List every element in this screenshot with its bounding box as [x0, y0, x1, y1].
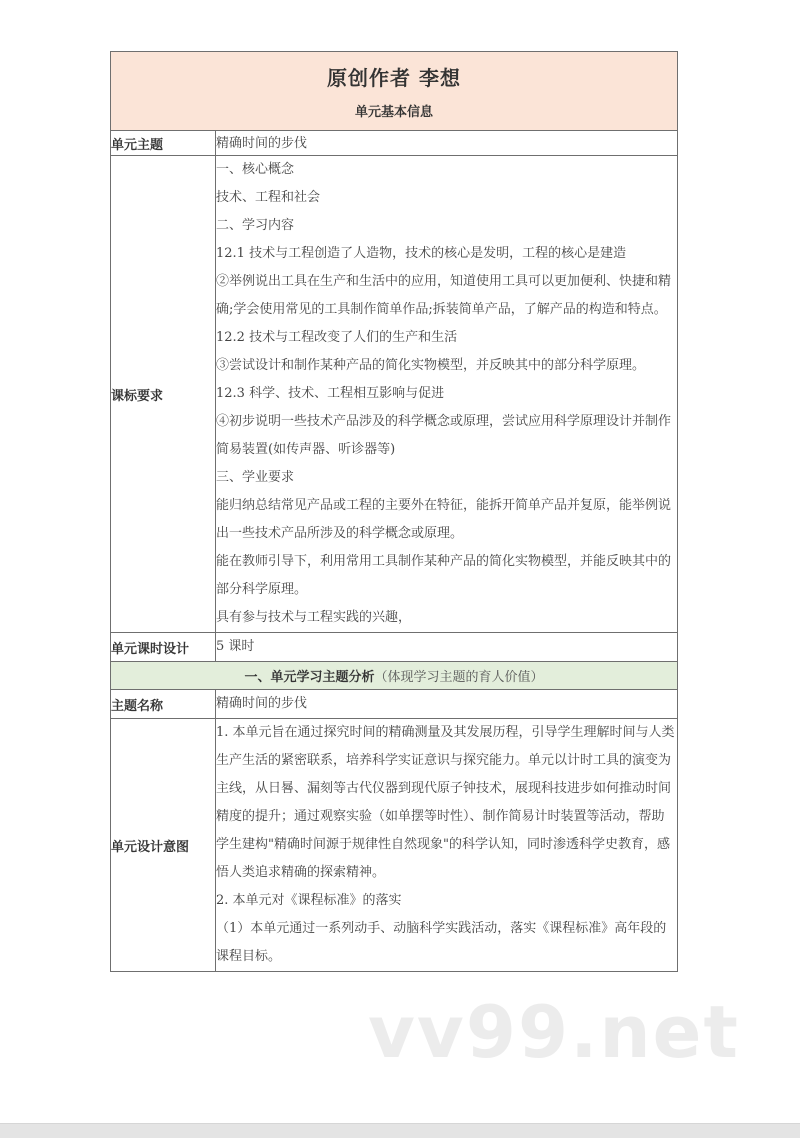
label-design-intent: 单元设计意图	[111, 719, 216, 972]
label-hours: 单元课时设计	[111, 633, 216, 662]
row-hours	[111, 633, 678, 662]
document-title: 原创作者 李想	[327, 66, 461, 90]
document-subtitle: 单元基本信息	[354, 105, 433, 120]
curriculum-line: 12.2 技术与工程改变了人们的生产和生活	[216, 330, 458, 345]
row-unit-theme	[111, 131, 678, 156]
curriculum-line: 二、学习内容	[216, 218, 295, 233]
header-row	[111, 52, 678, 131]
curriculum-line: 三、学业要求	[216, 470, 295, 485]
curriculum-line: ②举例说出工具在生产和生活中的应用，知道使用工具可以更加便利、快捷和精确;学会使用常见的工具制作简单作品;拆装简单产品，了解产品的构造和特点。	[216, 274, 672, 317]
design-intent-line: 2. 本单元对《课程标准》的落实	[216, 893, 402, 908]
curriculum-line: 具有参与技术与工程实践的兴趣，	[216, 610, 412, 625]
section-heading	[111, 662, 678, 690]
design-intent-line: 1. 本单元旨在通过探究时间的精确测量及其发展历程，引导学生理解时间与人类生产生活的紧密联系，培养科学实证意识与探究能力。单元以计时工具的演变为主线，从日晷、漏刻等古代仪器到现代原子钟技术，展现科技进步如何推动时间精度的提升；通过观察实验（如单摆等时性）、制作简易计时装置等活动，帮助学生建构"精确时间源于规律性自然现象"的科学认知，同时渗透科学史教育，感悟人类追求精确的探索精神。	[216, 725, 675, 880]
header-cell	[111, 52, 678, 131]
unit-info-table	[110, 51, 678, 972]
label-topic-name: 主题名称	[111, 690, 216, 719]
label-unit-theme: 单元主题	[111, 131, 216, 156]
curriculum-line: 技术、工程和社会	[216, 190, 321, 205]
section-heading-main: 一、单元学习主题分析	[244, 670, 375, 685]
curriculum-line: ④初步说明一些技术产品涉及的科学概念或原理，尝试应用科学原理设计并制作简易装置(如传声器、听诊器等)	[216, 414, 672, 457]
row-section-heading	[111, 662, 678, 690]
value-design-intent	[216, 719, 678, 972]
row-topic-name	[111, 690, 678, 719]
curriculum-line: 能在教师引导下，利用常用工具制作某种产品的简化实物模型，并能反映其中的部分科学原理。	[216, 554, 672, 597]
page-bottom-edge	[0, 1123, 800, 1138]
value-unit-theme: 精确时间的步伐	[216, 131, 678, 156]
watermark: vv99.net	[368, 990, 740, 1074]
row-curriculum	[111, 156, 678, 633]
section-heading-note: （体现学习主题的育人价值）	[374, 670, 544, 685]
value-hours: 5 课时	[216, 633, 678, 662]
curriculum-line: 12.3 科学、技术、工程相互影响与促进	[216, 386, 445, 401]
curriculum-line: 一、核心概念	[216, 162, 295, 177]
label-curriculum: 课标要求	[111, 156, 216, 633]
value-curriculum	[216, 156, 678, 633]
curriculum-line: 12.1 技术与工程创造了人造物，技术的核心是发明，工程的核心是建造	[216, 246, 627, 261]
row-design-intent	[111, 719, 678, 972]
design-intent-line: （1）本单元通过一系列动手、动脑科学实践活动，落实《课程标准》高年段的课程目标。	[216, 921, 667, 964]
curriculum-line: 能归纳总结常见产品或工程的主要外在特征，能拆开简单产品并复原，能举例说出一些技术产品所涉及的科学概念或原理。	[216, 498, 672, 541]
value-topic-name: 精确时间的步伐	[216, 690, 678, 719]
curriculum-line: ③尝试设计和制作某种产品的简化实物模型，并反映其中的部分科学原理。	[216, 358, 646, 373]
